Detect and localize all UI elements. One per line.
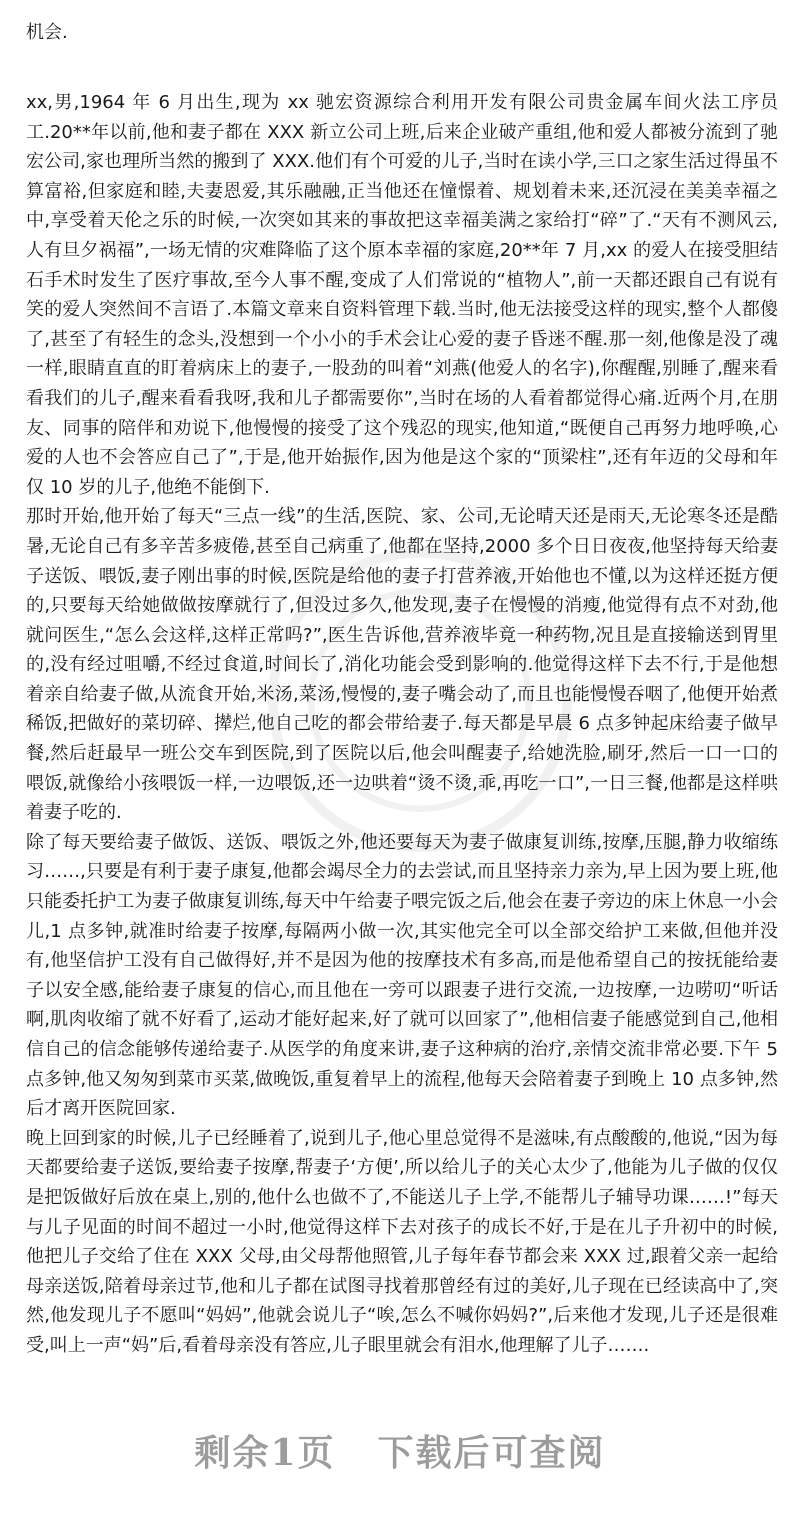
fragment-text: 机会. [26, 22, 68, 43]
cut-off-line [26, 0, 776, 15]
remaining-pages-label[interactable]: 剩余1页 [194, 1431, 336, 1474]
paragraph-4: 晚上回到家的时候,儿子已经睡着了,说到儿子,他心里总觉得不是滋味,有点酸酸的,他说,“因为每天都要给妻子送饭,要给妻子按摩,帮妻子‘方便’,所以给儿子的关心太少了,他能为儿子做的仅仅是把饭做好后放在桌上,别的,他什么也做不了,不能送儿子上学,不能帮儿子辅导功课……!”每天与儿子见面的时间不超过一小时,他觉得这样下去对孩子的成长不好,于是在儿子升初中的时候,他把儿子交给了住在 XXX 父母,由父母帮他照管,儿子每年春节都会来 XXX 过,跟着父亲一起给母亲送饭,陪着母亲过节,他和儿子都在试图寻找着那曾经有过的美好,儿子现在已经读高中了,突然,他发现儿子不愿叫“妈妈”,他就会说儿子“唉,怎么不喊你妈妈?”,后来他才发现,儿子还是很难受,叫上一声“妈”后,看着母亲没有答应,儿子眼里就会有泪水,他理解了儿子……. [26, 1127, 778, 1356]
download-prompt-bar[interactable] [0, 1415, 800, 1485]
paragraph-3: 除了每天要给妻子做饭、送饭、喂饭之外,他还要每天为妻子做康复训练,按摩,压腿,静力收缩练习……,只要是有利于妻子康复,他都会竭尽全力的去尝试,而且坚持亲力亲为,早上因为要上班,他只能委托护工为妻子做康复训练,每天中午给妻子喂完饭之后,他会在妻子旁边的床上休息一小会儿,1 点多钟,就准时给妻子按摩,每隔两小做一次,其实他完全可以全部交给护工来做,但他并没有,他坚信护工没有自己做得好,并不是因为他的按摩技术有多高,而是他希望自己的按抚能给妻子以安全感,能给妻子康复的信心,而且他在一旁可以跟妻子进行交流,一边按摩,一边唠叨“听话啊,肌肉收缩了就不好看了,运动才能好起来,好了就可以回家了”,他相信妻子能感觉到自己,他相信自己的信念能够传递给妻子.从医学的角度来讲,妻子这种病的治疗,亲情交流非常必要.下午 5 点多钟,他又匆匆到菜市买菜,做晚饭,重复着早上的流程,他每天会陪着妻子到晚上 10 点多钟,然后才离开医院回家. [26, 831, 778, 1120]
previous-page-fragment [26, 0, 776, 50]
paragraph-2: 那时开始,他开始了每天“三点一线”的生活,医院、家、公司,无论晴天还是雨天,无论寒冬还是酷暑,无论自己有多辛苦多疲倦,甚至自己病重了,他都在坚持,2000 多个日日夜夜,他坚持每天给妻子送饭、喂饭,妻子刚出事的时候,医院是给他的妻子打营养液,开始他也不懂,以为这样还挺方便的,只要每天给她做做按摩就行了,但没过多久,他发现,妻子在慢慢的消瘦,他觉得有点不对劲,他就问医生,“怎么会这样,这样正常吗?”,医生告诉他,营养液毕竟一种药物,况且是直接输送到胃里的,没有经过咀嚼,不经过食道,时间长了,消化功能会受到影响的.他觉得这样下去不行,于是他想着亲自给妻子做,从流食开始,米汤,菜汤,慢慢的,妻子嘴会动了,而且也能慢慢吞咽了,他便开始煮稀饭,把做好的菜切碎、撵烂,他自己吃的都会带给妻子.每天都是早晨 6 点多钟起床给妻子做早餐,然后赶最早一班公交车到医院,到了医院以后,他会叫醒妻子,给她洗脸,刷牙,然后一口一口的喂饭,就像给小孩喂饭一样,一边喂饭,还一边哄着“烫不烫,乖,再吃一口”,一日三餐,他都是这样哄着妻子吃的. [26, 506, 778, 824]
article-body [26, 88, 778, 1361]
download-to-view-label[interactable]: 下载后可查阅 [377, 1431, 606, 1474]
paragraph-1: xx,男,1964 年 6 月出生,现为 xx 驰宏资源综合利用开发有限公司贵金属车间火法工序员工.20**年以前,他和妻子都在 XXX 新立公司上班,后来企业破产重组,他和爱人都被分流到了驰宏公司,家也理所当然的搬到了 XXX.他们有个可爱的儿子,当时在读小学,三口之家生活过得虽不算富裕,但家庭和睦,夫妻恩爱,其乐融融,正当他还在憧憬着、规划着未来,还沉浸在美美幸福之中,享受着天伦之乐的时候,一次突如其来的事故把这幸福美满之家给打“碎”了.“天有不测风云,人有旦夕祸福”,一场无情的灾难降临了这个原本幸福的家庭,20**年 7 月,xx 的爱人在接受胆结石手术时发生了医疗事故,至今人事不醒,变成了人们常说的“植物人”,前一天都还跟自己有说有笑的爱人突然间不言语了.本篇文章来自资料管理下载.当时,他无法接受这样的现实,整个人都傻了,甚至了有轻生的念头,没想到一个小小的手术会让心爱的妻子昏迷不醒.那一刻,他像是没了魂一样,眼睛直直的盯着病床上的妻子,一股劲的叫着“刘燕(他爱人的名字),你醒醒,别睡了,醒来看看我们的儿子,醒来看看我呀,我和儿子都需要你”,当时在场的人看着都觉得心痛.近两个月,在朋友、同事的陪伴和劝说下,他慢慢的接受了这个残忍的现实,他知道,“既便自己再努力地呼唤,心爱的人也不会答应自己了”,于是,他开始振作,因为他是这个家的“顶梁柱”,还有年迈的父母和年仅 10 岁的儿子,他绝不能倒下. [26, 92, 778, 498]
